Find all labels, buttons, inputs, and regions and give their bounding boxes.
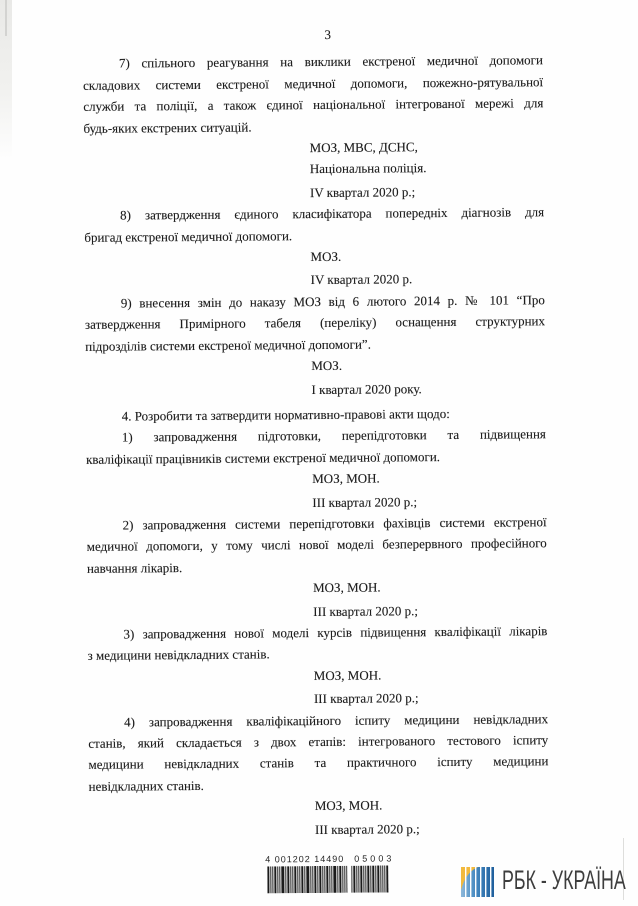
text-line: станів, який складається з двох етапів: інтегрованого тестового іспиту: [88, 732, 549, 751]
paragraph-4-1: [86, 424, 546, 470]
ministry-line: МОЗ, МВС, ДСНС,: [309, 139, 418, 156]
responsible-4-4: [315, 793, 549, 816]
ministry-line: МОЗ, МОН.: [313, 579, 381, 596]
paragraph-7: [83, 50, 544, 139]
deadline-9: І квартал 2020 року.: [311, 380, 422, 397]
text-line: 3) запровадження нової моделі курсів підвищення кваліфікації лікарів: [123, 623, 548, 642]
rbc-logo-icon: [461, 867, 494, 897]
responsible-4-1: [312, 466, 546, 489]
deadline-4-3: III квартал 2020 р.;: [313, 690, 419, 707]
text-line: затвердження Примірного табеля (переліку) оснащення структурних: [84, 313, 546, 333]
barcode-main-bars: [267, 866, 347, 894]
text-line: бригад екстреної медичної допомоги.: [84, 227, 293, 245]
text-line: складових системи екстреної медичної допомоги, пожежно-рятувальної: [83, 74, 544, 93]
paragraph-9: [85, 289, 545, 357]
ministry-line: МОЗ.: [311, 357, 343, 374]
barcode-addon-digits: 05003: [354, 853, 395, 864]
responsible-4-3: [314, 663, 548, 686]
deadline-7: IV квартал 2020 р.;: [309, 184, 416, 200]
barcode: [265, 853, 395, 893]
text-line: 2) запровадження системи перепідготовки фахівців системи екстреної: [122, 514, 547, 533]
responsible-8: [310, 244, 544, 267]
text-line: 1) запровадження підготовки, перепідготовки та підвищення: [121, 426, 546, 445]
text-line: служби та поліції, а також єдиної національної інтегрованої мережі для: [83, 95, 544, 115]
text-line: 4. Розробити та затвердити нормативно-правові акти щодо:: [121, 405, 450, 424]
paragraph-8: [84, 201, 544, 247]
barcode-digits: [265, 853, 395, 866]
ministry-line: Національна поліція.: [309, 160, 427, 177]
deadline-4-4: III квартал 2020 р.;: [314, 820, 420, 837]
ministry-line: МОЗ, МОН.: [314, 797, 383, 814]
page-number: 3: [324, 26, 332, 42]
barcode-main-digits: 4 001202 14490: [265, 853, 345, 865]
text-line: 8) затвердження єдиного класифікатора попередніх діагнозів для: [120, 204, 545, 223]
responsible-7: [310, 135, 544, 180]
text-line: медичної допомоги, у тому числі нової моделі безперервного професійного: [86, 535, 547, 555]
text-line: 9) внесення змін до наказу МОЗ від 6 лютого 2014 р. № 101 “Про: [120, 292, 545, 311]
deadline-4-1: III квартал 2020 р.;: [312, 493, 418, 510]
ministry-line: МОЗ, МОН.: [312, 470, 380, 487]
deadline-4-2: III квартал 2020 р.;: [313, 602, 419, 619]
text-line: медицини невідкладних станів та практичного іспиту медицини: [88, 753, 549, 773]
text-line: кваліфікації працівників системи екстреної медичної допомоги.: [85, 448, 441, 467]
ministry-line: МОЗ, МОН.: [313, 667, 382, 683]
text-line: будь-яких екстрених ситуацій.: [83, 119, 252, 136]
text-line: 4) запровадження кваліфікаційного іспиту медицини невідкладних: [124, 710, 549, 730]
paragraph-4-3: [87, 620, 547, 666]
deadline-8: IV квартал 2020 р.: [310, 271, 413, 288]
responsible-9: [311, 353, 545, 376]
document-body: [83, 22, 549, 842]
text-line: підрозділів системи екстреної медичної допомоги”.: [85, 336, 371, 354]
responsible-4-2: [313, 575, 547, 598]
barcode-bars: [265, 865, 395, 893]
rbc-logo-text: РБК - УКРАЇНА: [502, 865, 626, 895]
paragraph-4-4: [88, 708, 549, 797]
text-line: з медицини невідкладних станів.: [87, 646, 270, 664]
text-line: невідкладних станів.: [88, 777, 204, 794]
barcode-addon-bars: [351, 865, 388, 892]
text-line: навчання лікарів.: [86, 559, 183, 576]
ministry-line: МОЗ.: [310, 248, 342, 265]
paragraph-4-2: [86, 511, 546, 579]
text-line: 7) спільного реагування на виклики екстреної медичної допомоги: [118, 52, 543, 71]
